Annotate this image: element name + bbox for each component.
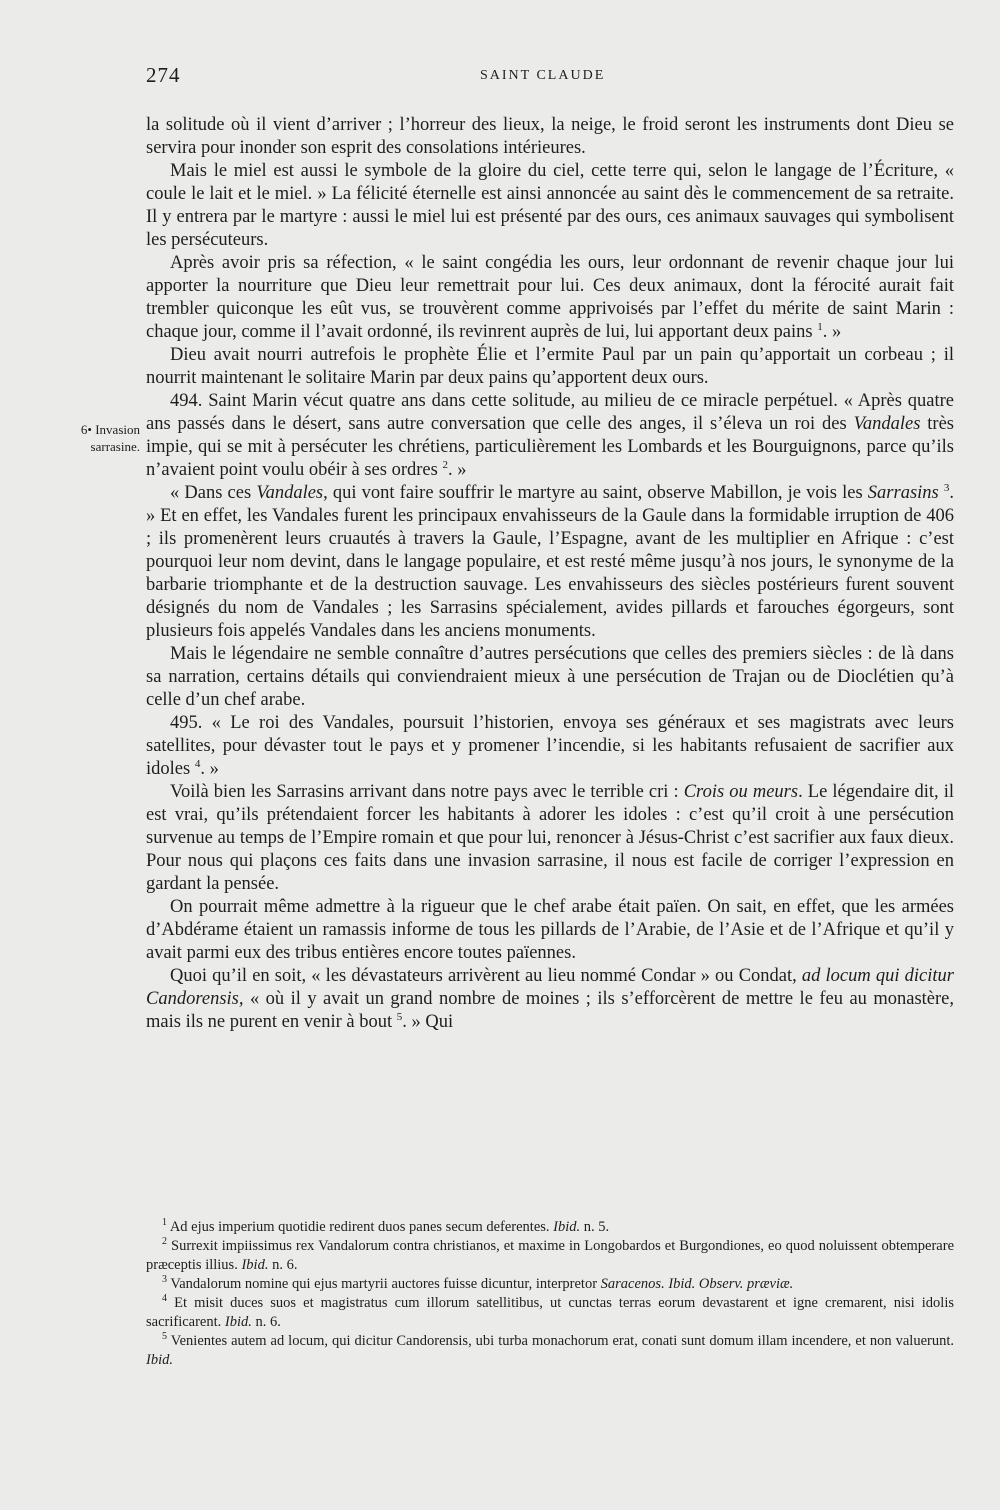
footnote-ref: 4: [194, 757, 201, 770]
footnote-4: $^4$ Et misit duces suos et magistratus cum illorum satellitibus, ut cunctas terras eorum devastarent et igne cremarent, nisi idolis sacrificarent. Ibid. n. 6.: [146, 1293, 954, 1330]
paragraph-7: Mais le légendaire ne semble connaître d’autres persécutions que celles des premiers siècles : de là dans sa narration, certains détails qui conviendraient mieux à une persécution de Trajan ou de Dioclétien qu’à celle d’un chef arabe.: [146, 644, 954, 710]
footnote-ref: 1: [817, 320, 823, 333]
page-number: 274: [146, 63, 181, 87]
paragraph-8: 495. « Le roi des Vandales, poursuit l’historien, envoya ses généraux et ses magistrats avec leurs satellites, pour dévaster tout le pays et y promener l’incendie, si les habitants refusaient de sacrifier aux idoles $^4$. »: [146, 713, 954, 779]
footnotes: [146, 1218, 954, 1370]
footnote-5: $^5$ Venientes autem ad locum, qui dicitur Candorensis, ubi turba monachorum erat, conati sunt domum illam incendere, et non valuerunt. Ibid.: [146, 1331, 954, 1368]
paragraph-6: « Dans ces Vandales, qui vont faire souffrir le martyre au saint, observe Mabillon, je vois les Sarrasins $^3$. » Et en effet, les Vandales furent les principaux envahisseurs de la Gaule dans la formidable irruption de 406 ; ils promenèrent leurs cruautés à travers la Gaule, l’Espagne, avant de les multiplier en Afrique : c’est pourquoi leur nom devint, dans le langage populaire, et est resté même jusqu’à nos jours, le synonyme de la barbarie triomphante et de la destruction sauvage. Les envahisseurs des siècles postérieurs furent souvent désignés du nom de Vandales ; les Sarrasins spécialement, avides pillards et farouches égorgeurs, sont plusieurs fois appelés Vandales dans les anciens monuments.: [146, 481, 955, 641]
paragraph-3: Après avoir pris sa réfection, « le saint congédia les ours, leur ordonnant de revenir chaque jour lui apporter la nourriture que Dieu leur remettrait pour lui. Ces deux animaux, dont la férocité aurait fait trembler quiconque les eût vus, se trouvèrent comme apprivoisés par l’effet du mérite de saint Marin : chaque jour, comme il l’avait ordonné, ils revinrent auprès de lui, lui apportant deux pains $^1$. »: [146, 253, 954, 342]
footnote-2: $^2$ Surrexit impiissimus rex Vandalorum contra christianos, et maxime in Longobardos et Burgondiones, eo quod noluissent obtemperare præceptis illius. Ibid. n. 6.: [146, 1236, 955, 1273]
footnote-ref: 5: [396, 1010, 403, 1023]
paragraph-11: Quoi qu’il en soit, « les dévastateurs arrivèrent au lieu nommé Condar » ou Condat, ad locum qui dicitur Candorensis, « où il y avait un grand nombre de moines ; ils s’efforcèrent de mettre le feu au monastère, mais ils ne purent en venir à bout $^5$. » Qui: [146, 966, 955, 1032]
margin-note: [48, 421, 140, 455]
running-head: SAINT CLAUDE: [480, 68, 606, 83]
margin-note-line-1: 6• Invasion: [80, 422, 140, 437]
paragraph-4: Dieu avait nourri autrefois le prophète Élie et l’ermite Paul par un pain qu’apportait un corbeau ; il nourrit maintenant le solitaire Marin par deux pains qu’apportent deux ours.: [146, 345, 954, 388]
body-text: [146, 114, 954, 1034]
footnote-ref: 3: [943, 481, 950, 494]
paragraph-1: la solitude où il vient d’arriver ; l’horreur des lieux, la neige, le froid seront les instruments dont Dieu se servira pour inonder son esprit des consolations intérieures.: [146, 115, 954, 158]
paragraph-10: On pourrait même admettre à la rigueur que le chef arabe était païen. On sait, en effet, que les armées d’Abdérame étaient un ramassis informe de tous les pillards de l’Arabie, de l’Asie et de l’Afrique et qu’il y avait parmi eux des tribus entières encore toutes païennes.: [146, 897, 954, 963]
footnote-3: $^3$ Vandalorum nomine qui ejus martyrii auctores fuisse dicuntur, interpretor Saracenos. Ibid. Observ. præviæ.: [162, 1274, 794, 1292]
paragraph-5: 494. Saint Marin vécut quatre ans dans cette solitude, au milieu de ce miracle perpétuel. « Après quatre ans passés dans le désert, sans autre conversation que celle des anges, il s’éleva un roi des Vandales très impie, qui se mit à persécuter les chrétiens, particulièrement les Lombards et les Bourguignons, parce qu’ils n’avaient point voulu obéir à ses ordres $^2$. »: [146, 391, 954, 480]
paragraph-2: Mais le miel est aussi le symbole de la gloire du ciel, cette terre qui, selon le langage de l’Écriture, « coule le lait et le miel. » La félicité éternelle est ainsi annoncée au saint dès le commencement de sa retraite. Il y entrera par le martyre : aussi le miel lui est présenté par des ours, ces animaux sauvages qui symbolisent les persécuteurs.: [146, 161, 954, 250]
footnote-1: $^1$ Ad ejus imperium quotidie redirent duos panes secum deferentes. Ibid. n. 5.: [162, 1217, 610, 1235]
footnote-ref: 2: [442, 458, 448, 471]
paragraph-9: Voilà bien les Sarrasins arrivant dans notre pays avec le terrible cri : Crois ou meurs. Le légendaire dit, il est vrai, qu’ils prétendaient forcer les habitants à adorer les idoles : c’est qu’il croit à une persécution survenue au temps de l’Empire romain et que pour lui, renoncer à Jésus-Christ c’est sacrifier aux faux dieux. Pour nous qui plaçons ces faits dans une invasion sarrasine, il nous est facile de corriger l’expression en gardant la pensée.: [146, 782, 955, 894]
margin-note-line-2: sarrasine.: [90, 439, 140, 454]
